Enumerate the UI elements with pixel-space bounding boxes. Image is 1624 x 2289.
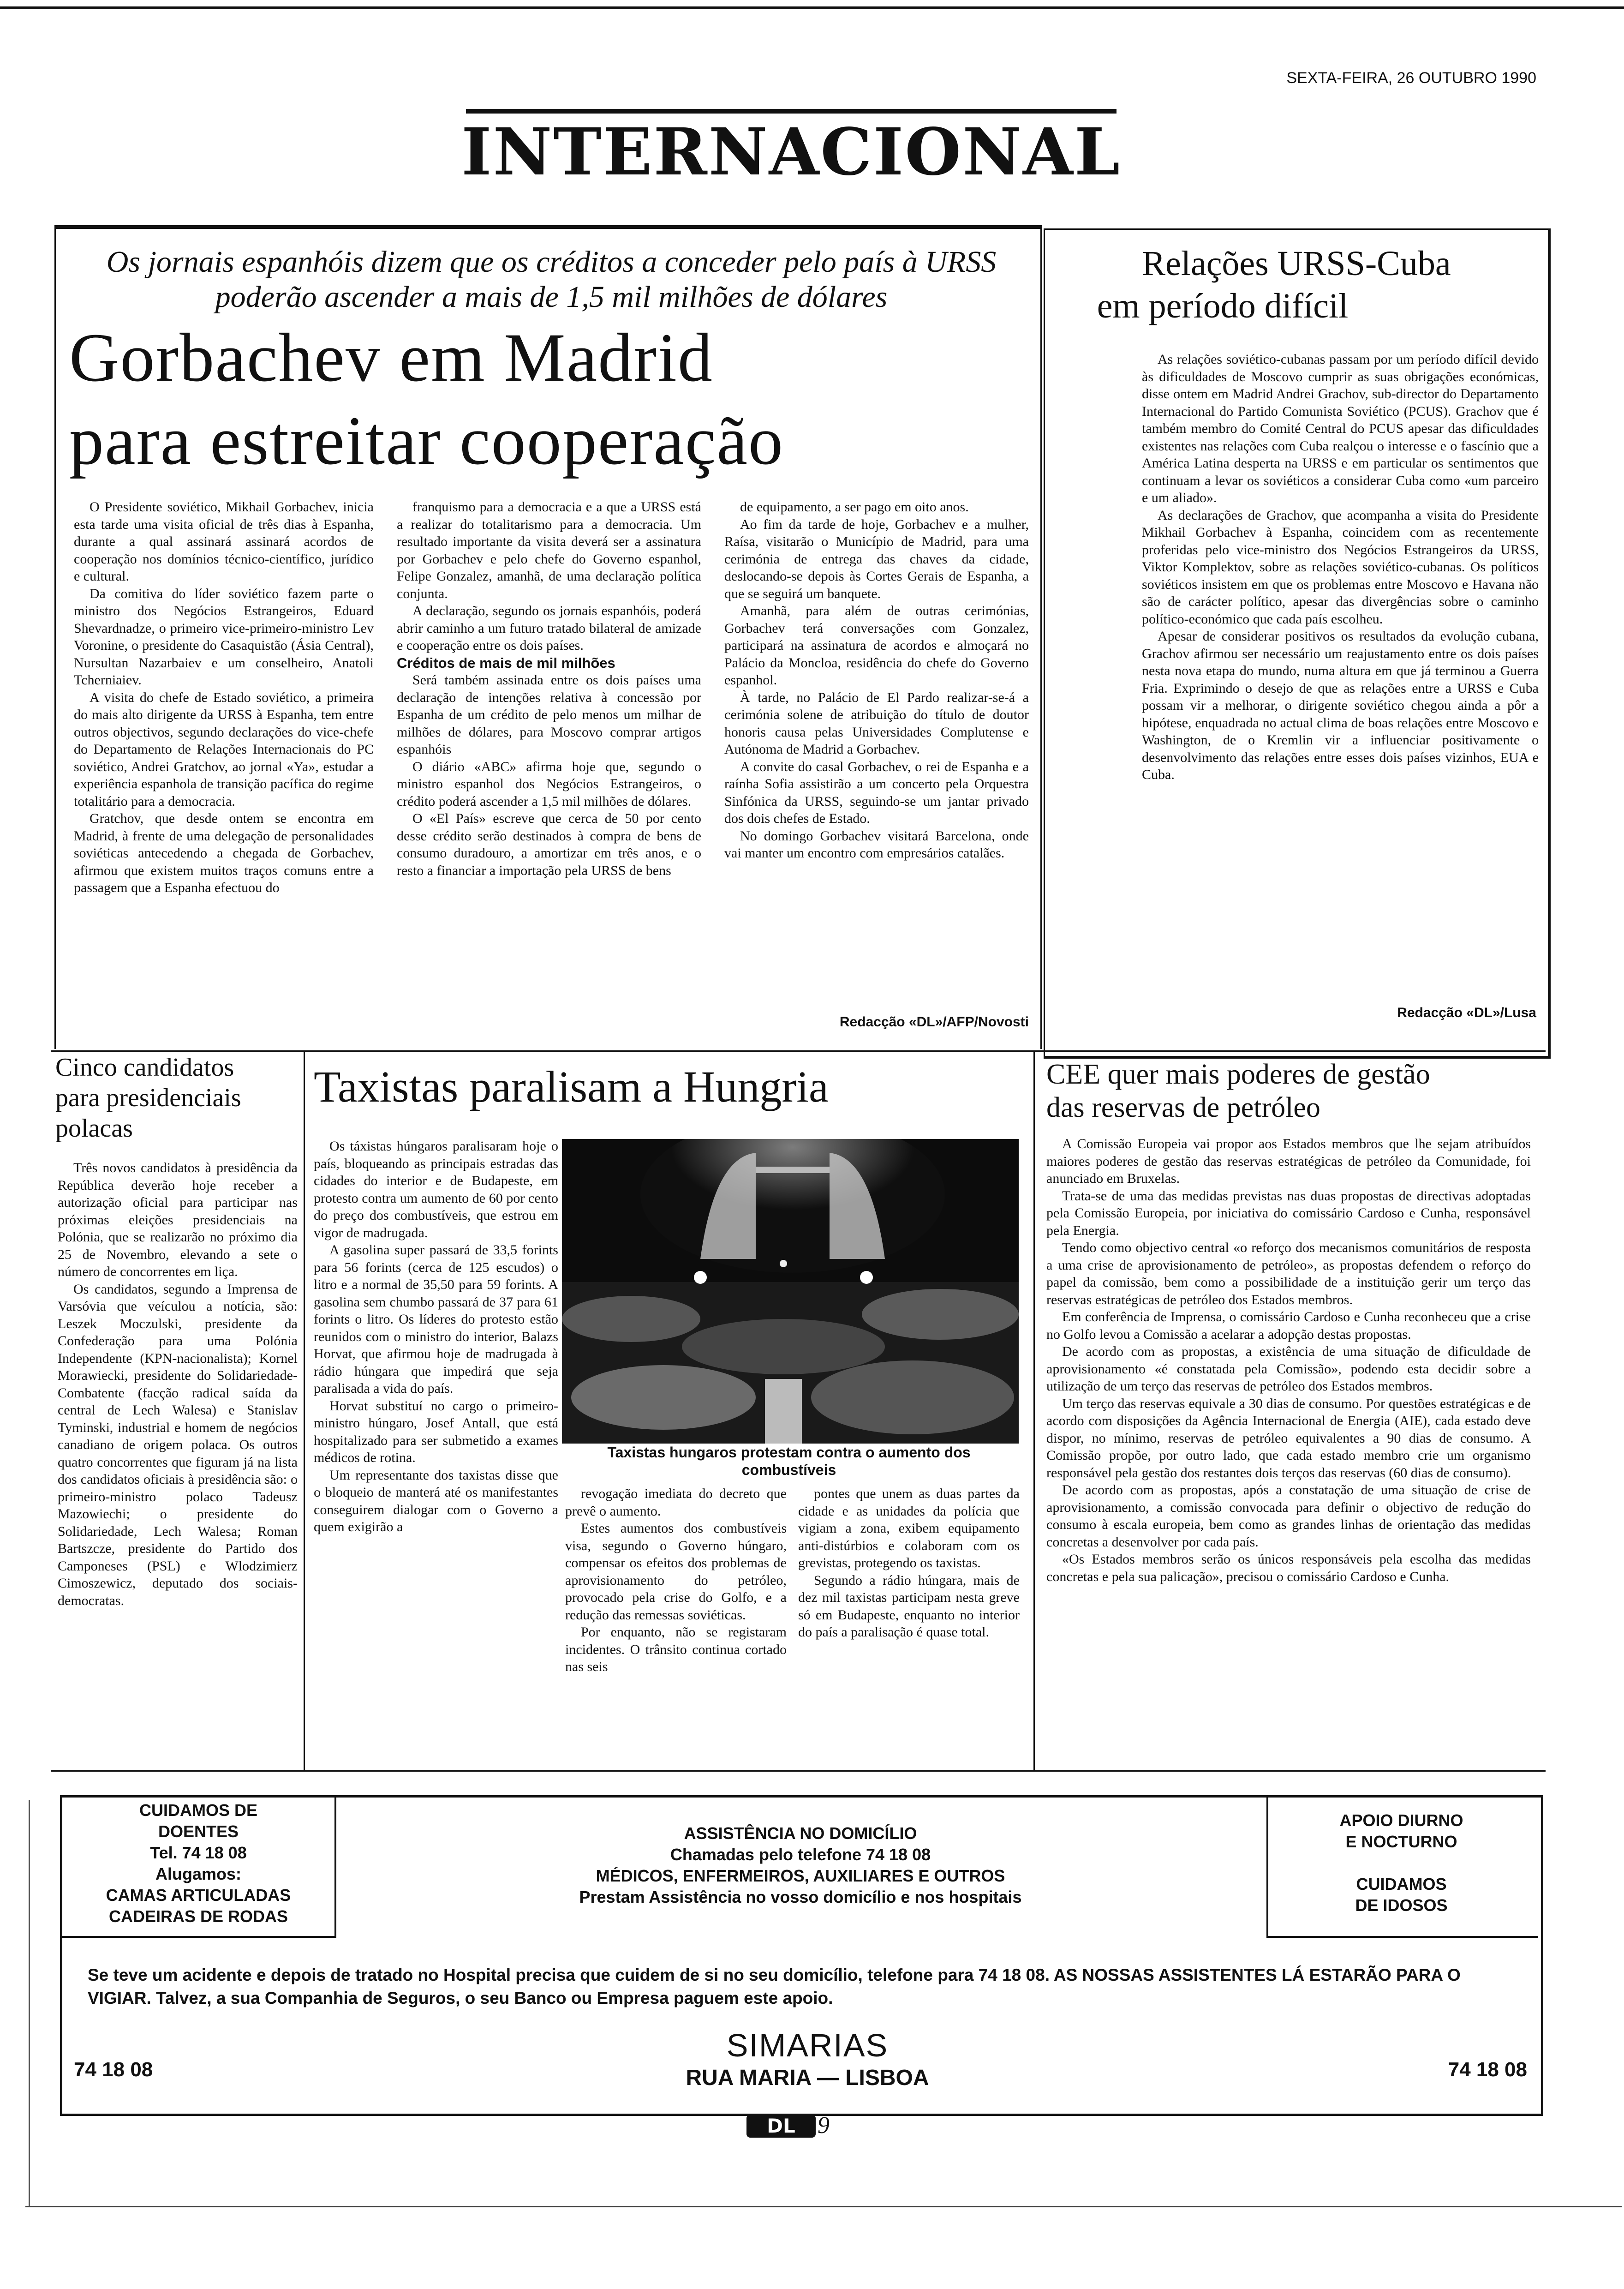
ad-center-line: Prestam Assistência no vosso domicílio e nos hospitais: [579, 1888, 1022, 1906]
ad-brand: SIMARIAS: [726, 2027, 889, 2063]
taxi-protest-photo: [562, 1139, 1019, 1444]
lead-para: O Presidente soviético, Mikhail Gorbachev, inicia esta tarde uma visita oficial de três dias à Espanha, durante a qual assinará assinará acordos de cooperação nos domínios técnico-científico, jurídico e cultural.: [74, 499, 374, 584]
lead-col-1: [74, 498, 374, 897]
cee-para: Em conferência de Imprensa, o comissário Cardoso e Cunha reconheceu que a crise no Golfo levou a Comissão a acelarar a adopção destas propostas.: [1046, 1309, 1531, 1342]
cee-para: De acordo com as propostas, a existência de uma situação de dificuldade de aprovisionamento «é constatada pela Comissão», podendo esta decidir sobre a utilização de um terço das reservas de petróleo dos Estados membros.: [1046, 1344, 1531, 1394]
ad-right-line: [1269, 1852, 1534, 1874]
lead-para: A visita do chefe de Estado soviético, a primeira do mais alto dirigente da URSS à Espanha, tem entre outros objectivos, segundo declarações do vice-chefe do Departamento de Relações Internacionais do PC soviético, Andrei Gratchov, ao jornal «Ya», estudar a experiência espanhola de transição pacífica do regime totalitário para a democracia.: [74, 689, 374, 809]
footer-logo: DL: [746, 2115, 816, 2138]
lead-para: Amanhã, para além de outras cerimónias, Gorbachev terá conversações com Gonzalez, participará na assinatura de acordos e almoçará no Palácio da Moncloa, residência do chefe do Governo espanhol.: [724, 603, 1029, 688]
page-number: 9: [818, 2112, 830, 2139]
poland-para: Os candidatos, segundo a Imprensa de Varsóvia que veículou a notícia, são: Leszek Moczulski, presidente da Confederação para uma Polónia Independente (KPN-nacionalista); Kornel Morawiecki, presidente do Solidariedade-Combatente (facção radical saída da central de Lech Walesa) e Stanislav Tyminski, industrial e homem de negócios canadiano de origem polaca. Os outros quatro concorrentes que figuram já na lista dos candidatos oficiais à presidência são: o primeiro-ministro polaco Tadeusz Mazowiechi; o presidente do Solidariedade, Lech Walesa; Roman Bartszcze, presidente do Partido dos Camponeses (PSL) e Wlodzimierz Cimoszewicz, deputado dos sociais-democratas.: [58, 1281, 298, 1608]
cuba-headline-2: em período difícil: [1097, 287, 1349, 325]
lead-para: No domingo Gorbachev visitará Barcelona, onde vai manter um encontro com empresários catalães.: [724, 828, 1029, 861]
ad-right-line: E NOCTURNO: [1345, 1832, 1457, 1851]
cee-para: De acordo com as propostas, após a constatação de uma situação de crise de aprovisionamento, a comissão convocada para definir o objectivo de redução do consumo à escala europeia, bem como as grandes linhas de orientação das medidas concretas a desenvolver por cada país.: [1046, 1482, 1531, 1550]
ad-center-line: MÉDICOS, ENFERMEIROS, AUXILIARES E OUTROS: [596, 1866, 1005, 1885]
cee-para: Trata-se de uma das medidas previstas nas duas propostas de directivas adoptadas pela Comissão Europeia, por iniciativa do comissário Cardoso e Cunha, responsável pela Energia.: [1046, 1188, 1531, 1238]
ad-left-line: CAMAS ARTICULADAS: [106, 1886, 291, 1905]
ad-right-line: DE IDOSOS: [1355, 1896, 1448, 1915]
cee-headline: [1046, 1058, 1540, 1124]
poland-body: [58, 1159, 298, 1609]
cee-headline-2: das reservas de petróleo: [1046, 1092, 1320, 1123]
lead-para: À tarde, no Palácio de El Pardo realizar-se-á a cerimónia solene de atribuição do título de doutor honoris causa pelas Universidades Complutense e Autónoma de Madrid a Gorbachev.: [724, 689, 1029, 757]
hungary-col-3: [798, 1485, 1020, 1641]
hungary-col-2: [565, 1485, 787, 1676]
cuba-para: As declarações de Grachov, que acompanha a visita do Presidente Mikhail Gorbachev à Espanha, coincidem com as recentemente proferidas pelo vice-ministro dos Negócios Estrangeiros da URSS, Viktor Komplektov, sobre as relações soviético-cubanas. Os políticos soviéticos insistem em que os problemas entre Moscovo e Havana não são de carácter político, apesar das divergências sobre o caminho político-económico que cada país escolheu.: [1142, 507, 1539, 627]
lead-para: O «El País» escreve que cerca de 50 por cento desse crédito serão destinados à compra de bens de consumo duradouro, a amortizar em três anos, e o resto a financiar a importação pela URSS de bens: [397, 811, 701, 878]
ad-left-text: [65, 1800, 332, 1927]
hungary-para: revogação imediata do decreto que prevê o aumento.: [565, 1486, 787, 1519]
cee-body: [1046, 1135, 1531, 1585]
poland-headline: [55, 1052, 300, 1144]
ad-address: RUA MARIA — LISBOA: [686, 2066, 929, 2090]
ad-left-line: Alugamos:: [155, 1864, 241, 1883]
ad-center-text: [351, 1823, 1250, 1908]
cee-para: Um terço das reservas equivale a 30 dias de consumo. Por questões estratégicas e de acordo com disposições da Agência Internacional de Energia (AIE), cada estado deve dispor, no mínimo, reservas de petróleo equivalentes a 90 dias de consumo. A Comissão propõe, por outro lado, que cada estado membro crie um organismo responsável pela gestão dos restantes dois terços das reservas (60 dias de consumo).: [1046, 1396, 1531, 1480]
poland-headline-1: Cinco candidatos: [55, 1053, 234, 1082]
lead-para: franquismo para a democracia e a que a URSS está a realizar do totalitarismo para a democracia. Um resultado importante da visita deverá ser a assinatura por Gorbachev e pelo chefe do Governo espanhol, Felipe Gonzalez, amanhã, de uma declaração política conjunta.: [397, 499, 701, 601]
lead-para: Gratchov, que desde ontem se encontra em Madrid, à frente de uma delegação de personalidades soviéticas antecedendo a chegada de Gorbachev, afirmou que existem muitos traços comuns entre a passagem que a Espanha efectuou do: [74, 811, 374, 895]
ad-right-text: [1269, 1810, 1534, 1916]
lead-para: Da comitiva do líder soviético fazem parte o ministro dos Negócios Estrangeiros, Eduard Shevardnadze, o primeiro vice-primeiro-ministro Lev Voronine, o presidente do Casaquistão (Ásia Central), Nursultan Nazarbaiev e um conselheiro, Anatoli Tcherniaiev.: [74, 586, 374, 688]
ad-left-line: CUIDAMOS DE: [139, 1801, 257, 1820]
hungary-para: pontes que unem as duas partes da cidade e as unidades da polícia que vigiam a zona, exibem equipamento anti-distúrbios e colaboram com os grevistas, protegendo os taxistas.: [798, 1486, 1020, 1570]
ad-body: Se teve um acidente e depois de tratado no Hospital precisa que cuidem de si no seu domicílio, telefone para 74 18 08. AS NOSSAS ASSISTENTES LÁ ESTARÃO PARA O VIGIAR. Talvez, a sua Companhia de Seguros, o seu Banco ou Empresa paguem este apoio.: [88, 1965, 1461, 2007]
section-title: INTERNACIONAL: [461, 114, 1122, 190]
lower-bottom-rule: [51, 1770, 1546, 1772]
ad-right-line: CUIDAMOS: [1356, 1875, 1447, 1894]
poland-right-rule: [304, 1050, 305, 1770]
lead-col-3: [724, 498, 1029, 862]
cee-headline-1: CEE quer mais poderes de gestão: [1046, 1059, 1430, 1090]
ad-phone-right: 74 18 08: [1448, 2058, 1527, 2081]
ad-left-line: DOENTES: [158, 1822, 239, 1841]
lead-right-rule: [1040, 225, 1042, 1049]
header-date: SEXTA-FEIRA, 26 OUTUBRO 1990: [1286, 69, 1536, 87]
hungary-headline: Taxistas paralisam a Hungria: [314, 1062, 829, 1111]
top-rule: [0, 6, 1624, 9]
left-margin-rule: [29, 1800, 30, 2206]
lead-para: O diário «ABC» afirma hoje que, segundo o ministro espanhol dos Negócios Estrangeiros, o crédito poderá ascender a 1,5 mil milhões de dólares.: [397, 759, 701, 809]
night-street-image: [562, 1139, 1019, 1444]
poland-headline-3: polacas: [55, 1114, 133, 1143]
lead-kicker: Os jornais espanhóis dizem que os créditos a conceder pelo país à URSS poderão ascender a mais de 1,5 mil milhões de dólares: [106, 245, 997, 314]
poland-headline-2: para presidenciais: [55, 1084, 241, 1112]
cee-para: A Comissão Europeia vai propor aos Estados membros que lhe sejam atribuídos maiores poderes de gestão das reservas estratégicas de petróleo da Comunidade, foi anunciado em Bruxelas.: [1046, 1136, 1531, 1186]
photo-caption: Taxistas hungaros protestam contra o aumento dos combustíveis: [607, 1444, 971, 1478]
hungary-para: A gasolina super passará de 33,5 forints para 56 forints (cerca de 125 escudos) o litro e a normal de 35,50 para 59 forints. A gasolina sem chumbo passará de 37 para 61 forints o litro. Os líderes do protesto estão reunidos com o ministro do interior, Balazs Horvat, que afirmou hoje de madrugada à rádio húngara que impedirá que seja paralisada a vida do país.: [314, 1242, 558, 1396]
ad-left-line: CADEIRAS DE RODAS: [108, 1907, 288, 1926]
cuba-para: Apesar de considerar positivos os resultados da evolução cubana, Grachov afirmou ser necessário um reajustamento entre os dois países nesta nova etapa do mundo, numa altura em que já terminou a Guerra Fria. Exprimindo o desejo de que as relações entre a URSS e Cuba possam vir a melhorar, o dirigente soviético chegou ainda a pôr a hipótese, enquadrada no actual clima de boas relações entre Moscovo e Washington, de o Kremlin vir a influenciar positivamente o desenvolvimento das relações entre esses dois países vizinhos, EUA e Cuba.: [1142, 629, 1539, 782]
ad-left-line: Tel. 74 18 08: [150, 1843, 247, 1862]
ad-right-line: APOIO DIURNO: [1339, 1811, 1463, 1830]
lead-subhead: Créditos de mais de mil milhões: [397, 654, 615, 671]
hungary-col-1: [314, 1138, 558, 1536]
lead-top-rule: [54, 225, 1042, 229]
cee-para: Tendo como objectivo central «o reforço dos mecanismos comunitários de resposta a uma crise de aprovisionamento de petróleo», as propostas defendem o reforço do papel da comissão, bem como a possibilidade de a instituição gerir um terço das reservas estratégicas de petróleo dos Estados membros.: [1046, 1240, 1531, 1307]
ad-phone-left: 74 18 08: [74, 2058, 153, 2081]
hungary-para: Estes aumentos dos combustíveis visa, segundo o Governo húngaro, compensar os efeitos dos problemas de aprovisionamento do petróleo, provocado pela crise do Golfo, e a redução das remessas soviéticas.: [565, 1521, 787, 1623]
lead-headline-1: Gorbachev em Madrid: [69, 319, 713, 396]
ad-center-line: Chamadas pelo telefone 74 18 08: [670, 1845, 931, 1864]
ad-center-line: ASSISTÊNCIA NO DOMICÍLIO: [684, 1824, 917, 1843]
lead-col-2: [397, 498, 701, 879]
lead-para: de equipamento, a ser pago em oito anos.: [740, 499, 969, 515]
lead-para: Ao fim da tarde de hoje, Gorbachev e a mulher, Raísa, visitarão o Município de Madrid, para uma cerimónia de entrega das chaves da cidade, deslocando-se depois às Cortes Gerais de Espanha, a que se seguirá um banquete.: [724, 516, 1029, 601]
lead-headline-2: para estreitar cooperação: [69, 402, 784, 479]
poland-para: Três novos candidatos à presidência da República deverão hoje receber a autorização oficial para participar nas próximas eleições presidenciais na Polónia, que se realizarão no próximo dia 25 de Novembro, elevando a sete o número de concorrentes em liça.: [58, 1160, 298, 1279]
cee-left-rule: [1033, 1050, 1035, 1770]
lead-para: Será também assinada entre os dois países uma declaração de intenções relativa à concessão por Espanha de um crédito de pelo menos um milhar de milhões de dólares, para Moscovo comprar artigos espanhóis: [397, 672, 701, 757]
hungary-para: Um representante dos taxistas disse que o bloqueio de manterá até os manifestantes conseguirem dialogar com o Governo a quem exigirão a: [314, 1467, 558, 1534]
lead-para: A declaração, segundo os jornais espanhóis, poderá abrir caminho a um futuro tratado bilateral de amizade e cooperação entre os dois países.: [397, 603, 701, 653]
cuba-para: As relações soviético-cubanas passam por um período difícil devido às dificuldades de Moscovo cumprir as suas obrigações económicas, disse ontem em Madrid Andrei Grachov, sub-director do Departamento Internacional do Partido Comunista Soviético (PCUS). Grachov que é também membro do Comité Central do PCUS apesar das dificuldades existentes nas relações com Cuba realçou o interesse e o fascínio que a América Latina desperta na URSS e em particular os sentimentos que continuam a levar os soviéticos a considerar Cuba como «um parceiro e um aliado».: [1142, 352, 1539, 505]
cuba-credit: Redacção «DL»/Lusa: [1397, 1005, 1536, 1020]
hungary-para: Horvat substituí no cargo o primeiro-ministro húngaro, Josef Antall, que está hospitalizado para ser submetido a exames médicos de rotina.: [314, 1398, 558, 1465]
bottom-scan-rule: [25, 2206, 1622, 2207]
masthead-rule: [466, 109, 1116, 114]
lead-para: A convite do casal Gorbachev, o rei de Espanha e a raínha Sofia assistirão a um concerto pela Orquestra Sinfónica da URSS, seguindo-se um jantar privado dos dois chefes de Estado.: [724, 759, 1029, 826]
cee-para: «Os Estados membros serão os únicos responsáveis pela escolha das medidas concretas e pela sua palicação», precisou o comissário Cardoso e Cunha.: [1046, 1552, 1531, 1584]
cuba-body: [1142, 351, 1539, 784]
lead-left-rule: [54, 225, 56, 1049]
lower-top-rule: [51, 1050, 1546, 1052]
hungary-para: Segundo a rádio húngara, mais de dez mil taxistas participam nesta greve só em Budapeste, enquanto no interior do país a paralisação é quase total.: [798, 1572, 1020, 1640]
hungary-para: Por enquanto, não se registaram incidentes. O trânsito continua cortado nas seis: [565, 1624, 787, 1674]
cuba-headline-1: Relações URSS-Cuba: [1142, 244, 1451, 283]
lead-credit: Redacção «DL»/AFP/Novosti: [839, 1014, 1029, 1030]
hungary-para: Os táxistas húngaros paralisaram hoje o país, bloqueando as principais estradas das cidades do interior e de Budapeste, em protesto contra um aumento de 60 por cento do preço dos combustíveis, que estrou em vigor de madrugada.: [314, 1139, 558, 1240]
